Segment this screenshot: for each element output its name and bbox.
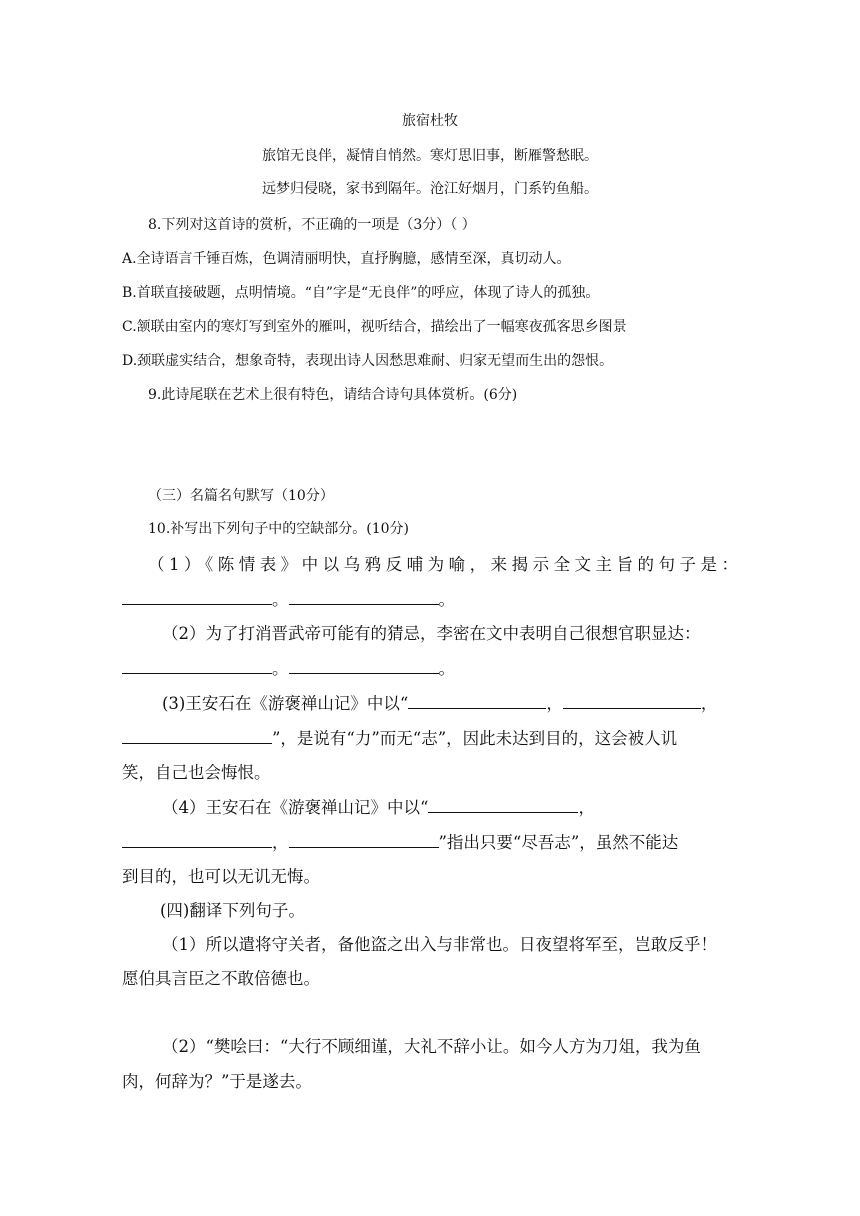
answer-blank[interactable] xyxy=(563,694,701,709)
poem-line-2: 远梦归侵晓，家书到隔年。沧江好烟月，门系钓鱼船。 xyxy=(262,181,598,197)
answer-blank[interactable] xyxy=(289,659,439,674)
question-10-item-1: （1）《陈情表》中以乌鸦反哺为喻，来揭示全文主旨的句子是： xyxy=(148,555,738,574)
question-10-item-2-blanks xyxy=(122,655,455,679)
answer-blank[interactable] xyxy=(122,729,272,744)
punctuation: ， xyxy=(272,833,289,852)
section-4-heading: (四)翻译下列句子。 xyxy=(160,901,305,920)
question-10-item-4-line-2 xyxy=(122,829,678,853)
question-10-item-3-line-2 xyxy=(122,725,677,749)
item-3-text: (3)王安石在《游褒禅山记》中以“ xyxy=(162,694,409,713)
punctuation: 。 xyxy=(438,590,455,609)
answer-blank[interactable] xyxy=(122,833,272,848)
question-10-item-2: （2）为了打消晋武帝可能有的猜忌，李密在文中表明自己很想官职显达： xyxy=(162,624,701,643)
question-8-option-d: D.颈联虚实结合，想象奇特，表现出诗人因愁思难耐、归家无望而生出的怨恨。 xyxy=(122,353,614,369)
answer-blank[interactable] xyxy=(122,659,272,674)
question-10-item-4-line-3: 到目的，也可以无讥无悔。 xyxy=(122,867,320,886)
translation-1-line-2: 愿伯具言臣之不敢倍德也。 xyxy=(122,969,320,988)
translation-1-line-1: （1）所以遣将守关者，备他盗之出入与非常也。日夜望将军至，岂敢反乎！ xyxy=(162,935,717,954)
question-10-stem: 10.补写出下列句子中的空缺部分。(10分) xyxy=(148,521,410,537)
question-8-stem: 8.下列对这首诗的赏析，不正确的一项是（3分）（ ） xyxy=(148,217,476,233)
section-3-heading: （三）名篇名句默写（10分） xyxy=(148,488,334,504)
answer-blank[interactable] xyxy=(289,833,439,848)
question-10-item-4-line-1 xyxy=(162,794,595,818)
punctuation: 。 xyxy=(272,659,289,678)
question-10-item-3-line-1 xyxy=(162,690,717,714)
answer-blank[interactable] xyxy=(122,590,272,605)
punctuation: 。 xyxy=(438,659,455,678)
punctuation: ， xyxy=(578,798,595,817)
poem-line-1: 旅馆无良伴，凝情自悄然。寒灯思旧事，断雁警愁眠。 xyxy=(262,148,598,164)
question-10-item-1-blanks xyxy=(122,586,455,610)
question-8-option-a: A.全诗语言千锤百炼，色调清丽明快，直抒胸臆，感情至深，真切动人。 xyxy=(122,251,571,267)
poem-title: 旅宿杜牧 xyxy=(402,113,458,129)
item-3-text: ”，是说有“力”而无“志”，因此未达到目的，这会被人讥 xyxy=(272,729,678,748)
question-9: 9.此诗尾联在艺术上很有特色，请结合诗句具体赏析。(6分) xyxy=(148,387,518,403)
answer-blank[interactable] xyxy=(428,798,578,813)
answer-blank[interactable] xyxy=(289,590,439,605)
punctuation: ， xyxy=(546,694,563,713)
item-4-text: ”指出只要“尽吾志”，虽然不能达 xyxy=(438,833,679,852)
punctuation: ， xyxy=(700,694,718,713)
item-4-text: （4）王安石在《游褒禅山记》中以“ xyxy=(162,798,429,817)
question-10-item-3-line-3: 笑，自己也会悔恨。 xyxy=(122,763,271,782)
translation-2-line-2: 肉，何辞为？”于是遂去。 xyxy=(122,1072,312,1091)
question-8-option-c: C.颔联由室内的寒灯写到室外的雁叫，视听结合，描绘出了一幅寒夜孤客思乡图景 xyxy=(122,319,627,335)
punctuation: 。 xyxy=(272,590,289,609)
translation-2-line-1: （2）“樊哙曰：“大行不顾细谨，大礼不辞小让。如今人方为刀俎，我为鱼 xyxy=(162,1037,701,1056)
question-8-option-b: B.首联直接破题，点明情境。“自”字是“无良伴”的呼应，体现了诗人的孤独。 xyxy=(122,285,600,301)
answer-blank[interactable] xyxy=(408,694,546,709)
